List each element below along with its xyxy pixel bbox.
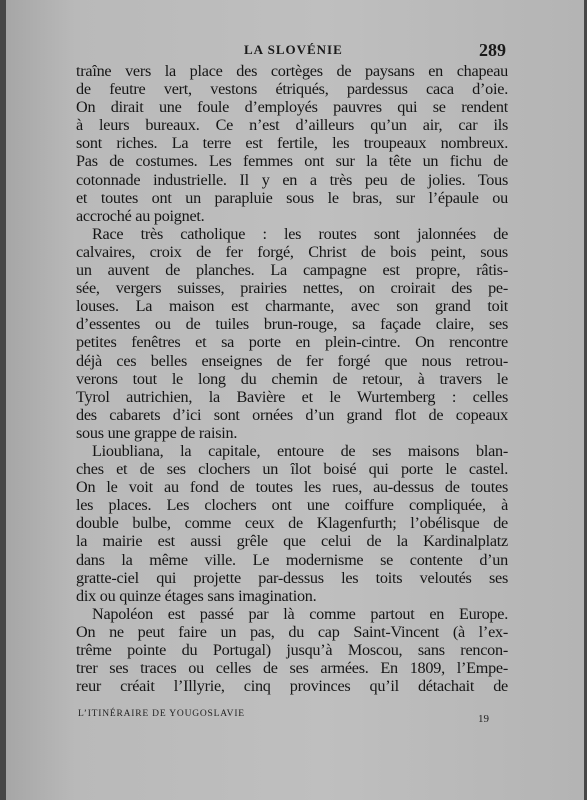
text-line: des cabarets d’ici sont ornées d’un grand flot de copeaux — [76, 405, 508, 424]
text-line: trer ses traces ou celles de ses armées. En 1809, l’Empe- — [76, 659, 508, 678]
text-line: ches et de ses clochers un îlot boisé qui porte le castel. — [76, 460, 508, 479]
text-line: trême pointe du Portugal) jusqu’à Moscou, sans rencon- — [76, 641, 508, 659]
page-number: 289 — [479, 40, 506, 60]
text-line: calvaires, croix de fer forgé, Christ de bois peint, sous — [76, 242, 508, 261]
text-line: la mairie est aussi grêle que celui de la Kardinalplatz — [76, 532, 508, 551]
paragraph — [76, 62, 508, 225]
text-line: On dirait une foule d’employés pauvres qui se rendent — [76, 98, 508, 117]
text-line: Tyrol autrichien, la Bavière et le Wurtemberg : celles — [76, 387, 508, 406]
text-line: les places. Les clochers ont une coiffure compliquée, à — [76, 496, 508, 515]
text-line: louses. La maison est charmante, avec son grand toit — [76, 297, 508, 316]
text-line: Race très catholique : les routes sont jalonnées de — [92, 224, 508, 243]
text-line: sous une grappe de raisin. — [76, 423, 238, 442]
text-line: cotonnade industrielle. Il y en a très peu de jolies. Tous — [76, 170, 508, 189]
text-line: de feutre vert, vestons étriqués, pardessus caca d’oie. — [76, 80, 508, 99]
book-page — [6, 0, 584, 800]
text-line: Napoléon est passé par là comme partout en Europe. — [92, 604, 508, 623]
text-line: Lioubliana, la capitale, entoure de ses maisons blan- — [92, 441, 508, 460]
signature-mark: 19 — [478, 713, 489, 725]
paragraph — [76, 225, 508, 442]
text-line: sée, vergers suisses, prairies nettes, on croirait des pe- — [76, 279, 508, 298]
text-line: reur créait l’Illyrie, cinq provinces qu’il détachait de — [76, 677, 508, 696]
body-text — [76, 62, 508, 695]
text-line: dans la même ville. Le modernisme se contente d’un — [76, 550, 508, 569]
text-line: petites fenêtres et sa porte en plein-cintre. On rencontre — [76, 333, 508, 352]
text-line: d’essentes ou de tuiles brun-rouge, sa façade claire, ses — [76, 315, 508, 334]
running-head: LA SLOVÉNIE — [244, 42, 343, 57]
text-line: Pas de costumes. Les femmes ont sur la tête un fichu de — [76, 152, 508, 171]
paragraph — [76, 605, 508, 695]
text-line: On le voit au fond de toutes les rues, au-dessus de toutes — [76, 478, 508, 497]
text-line: déjà ces belles enseignes de fer forgé que nous retrou- — [76, 351, 508, 370]
text-line: gratte-ciel qui projette par-dessus les toits veloutés ses — [76, 568, 508, 587]
paragraph — [76, 442, 508, 605]
text-line: verons tout le long du chemin de retour, à travers le — [76, 369, 508, 388]
footer-book-title: L’ITINÉRAIRE DE YOUGOSLAVIE — [78, 709, 245, 719]
text-line: à leurs bureaux. Ce n’est d’ailleurs qu’un air, car ils — [76, 116, 508, 135]
text-line: On ne peut faire un pas, du cap Saint-Vincent (à l’ex- — [76, 622, 508, 641]
text-line: sont riches. La terre est fertile, les troupeaux nombreux. — [76, 134, 508, 153]
text-line: et toutes ont un parapluie sous le bras, sur l’épaule ou — [76, 188, 508, 207]
text-line: dix ou quinze étages sans imagination. — [76, 586, 317, 605]
text-line: double bulbe, comme ceux de Klagenfurth; l’obélisque de — [76, 514, 508, 533]
text-line: traîne vers la place des cortèges de paysans en chapeau — [76, 62, 508, 80]
text-line: un auvent de planches. La campagne est propre, râtis- — [76, 261, 508, 280]
text-line: accroché au poignet. — [76, 206, 205, 225]
